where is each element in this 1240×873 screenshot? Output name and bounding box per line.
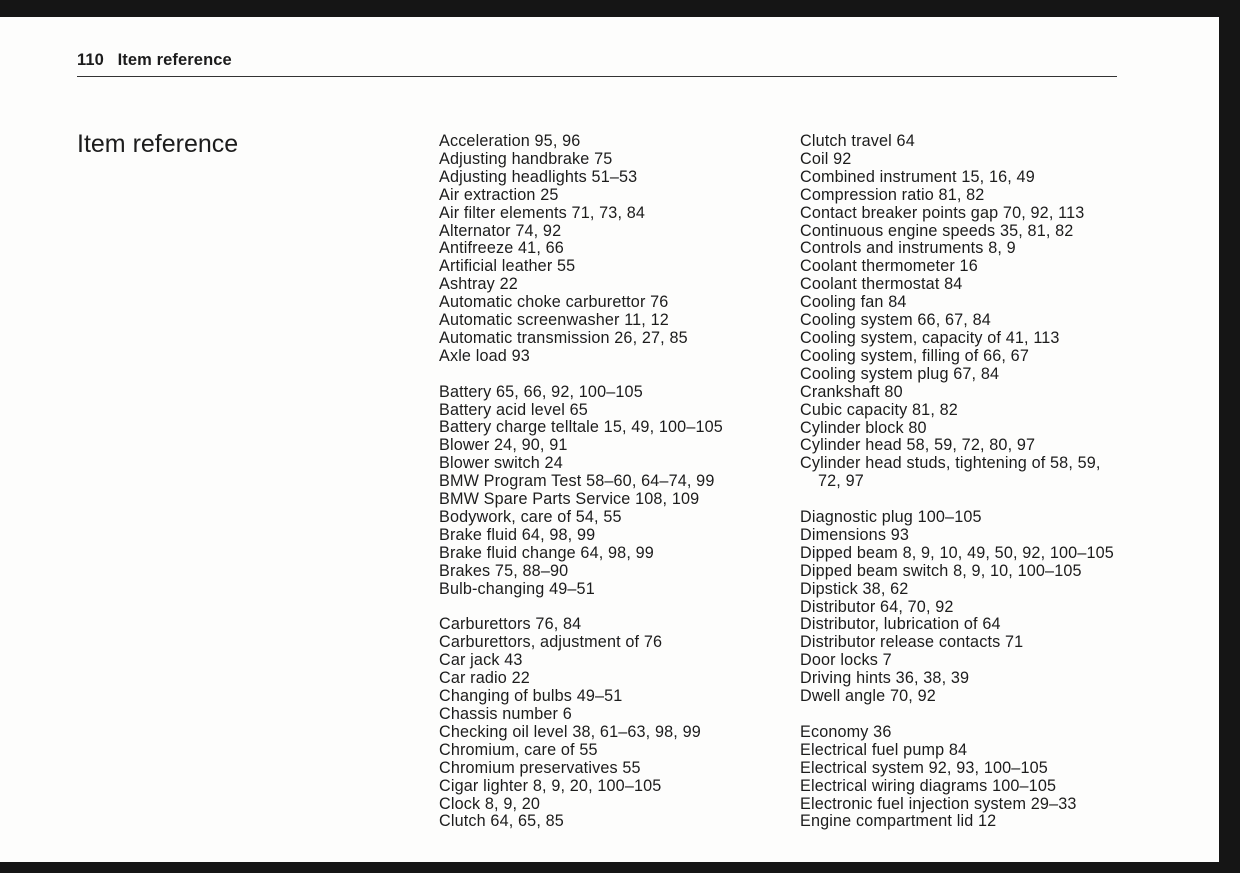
index-entry: Clock 8, 9, 20 (439, 794, 541, 813)
index-entry: Cubic capacity 81, 82 (800, 400, 958, 419)
index-entry: Diagnostic plug 100–105 (800, 508, 982, 527)
index-group (439, 384, 779, 599)
index-entry: Engine compartment lid 12 (800, 812, 997, 831)
index-entry: BMW Program Test 58–60, 64–74, 99 (439, 472, 715, 491)
index-entry: Blower 24, 90, 91 (439, 436, 568, 455)
index-entry: Cooling system 66, 67, 84 (800, 311, 991, 330)
index-entry: Dipped beam switch 8, 9, 10, 100–105 (800, 561, 1082, 580)
index-entry: Clutch travel 64 (800, 132, 915, 150)
index-entry: Coolant thermometer 16 (800, 257, 978, 276)
index-entry: Chromium preservatives 55 (439, 758, 641, 777)
index-entry: Distributor 64, 70, 92 (800, 597, 954, 616)
index-entry: Car radio 22 (439, 669, 530, 688)
index-entry: Dwell angle 70, 92 (800, 687, 936, 706)
index-entry: Carburettors 76, 84 (439, 615, 582, 634)
index-group (439, 133, 779, 366)
index-entry: Compression ratio 81, 82 (800, 185, 985, 204)
index-entry-text: Cylinder head studs, tightening of 58, 59, (800, 454, 1101, 473)
index-entry: Cooling system, capacity of 41, 113 (800, 328, 1060, 347)
index-entry: Economy 36 (800, 722, 892, 741)
index-entry: Clutch 64, 65, 85 (439, 812, 564, 831)
index-entry: Electrical fuel pump 84 (800, 740, 968, 759)
index-entry: Combined instrument 15, 16, 49 (800, 167, 1035, 186)
index-entry: Crankshaft 80 (800, 382, 903, 401)
page-number: 110 (77, 51, 104, 69)
index-entry: Adjusting headlights 51–53 (439, 167, 638, 186)
index-entry: Blower switch 24 (439, 454, 563, 473)
running-header (77, 51, 232, 70)
index-entry: Cooling system plug 67, 84 (800, 364, 1000, 383)
index-entry: Air extraction 25 (439, 185, 559, 204)
index-entry: Battery charge telltale 15, 49, 100–105 (439, 418, 723, 437)
index-entry: Cigar lighter 8, 9, 20, 100–105 (439, 776, 662, 795)
index-column-2 (800, 133, 1130, 849)
section-title: Item reference (77, 130, 239, 158)
index-entry: Bodywork, care of 54, 55 (439, 508, 622, 527)
index-entry: Dipstick 38, 62 (800, 579, 909, 598)
index-entry: Dipped beam 8, 9, 10, 49, 50, 92, 100–105 (800, 543, 1114, 562)
index-entry: Cylinder block 80 (800, 418, 927, 437)
index-entry: Cooling fan 84 (800, 293, 907, 312)
index-entry (800, 455, 1130, 491)
index-entry: Carburettors, adjustment of 76 (439, 633, 663, 652)
index-entry: Antifreeze 41, 66 (439, 239, 564, 258)
index-entry: Contact breaker points gap 70, 92, 113 (800, 203, 1085, 222)
book-page (0, 17, 1219, 862)
index-entry: Distributor, lubrication of 64 (800, 615, 1001, 634)
index-group (800, 509, 1130, 706)
index-entry: Air filter elements 71, 73, 84 (439, 203, 646, 222)
index-group (439, 616, 779, 831)
index-entry: Chromium, care of 55 (439, 740, 598, 759)
index-entry: Electrical system 92, 93, 100–105 (800, 758, 1048, 777)
index-entry: Changing of bulbs 49–51 (439, 687, 623, 706)
index-entry: Brakes 75, 88–90 (439, 561, 569, 580)
index-entry: Automatic screenwasher 11, 12 (439, 311, 669, 330)
index-entry: Coil 92 (800, 149, 852, 168)
running-title: Item reference (117, 51, 232, 69)
index-group (800, 724, 1130, 831)
index-entry: Checking oil level 38, 61–63, 98, 99 (439, 722, 701, 741)
index-entry: Controls and instruments 8, 9 (800, 239, 1016, 258)
index-entry: Axle load 93 (439, 346, 530, 365)
index-entry: Chassis number 6 (439, 704, 572, 723)
index-entry: Cooling system, filling of 66, 67 (800, 346, 1029, 365)
index-entry: Door locks 7 (800, 651, 892, 670)
index-entry: Alternator 74, 92 (439, 221, 562, 240)
index-entry: Battery 65, 66, 92, 100–105 (439, 382, 643, 401)
index-entry: Electronic fuel injection system 29–33 (800, 794, 1077, 813)
index-entry: Cylinder head 58, 59, 72, 80, 97 (800, 436, 1036, 455)
index-entry: Brake fluid 64, 98, 99 (439, 525, 596, 544)
index-entry: Electrical wiring diagrams 100–105 (800, 776, 1057, 795)
index-entry: Automatic transmission 26, 27, 85 (439, 328, 688, 347)
index-entry: Ashtray 22 (439, 275, 518, 294)
index-entry: Bulb-changing 49–51 (439, 579, 595, 598)
index-entry: Coolant thermostat 84 (800, 275, 963, 294)
index-entry: Dimensions 93 (800, 525, 910, 544)
index-column-1 (439, 133, 779, 849)
header-rule (77, 76, 1117, 77)
index-entry: Acceleration 95, 96 (439, 132, 581, 150)
index-group (800, 133, 1130, 491)
index-entry: Adjusting handbrake 75 (439, 149, 613, 168)
index-entry-continuation: 72, 97 (818, 472, 864, 491)
index-entry: BMW Spare Parts Service 108, 109 (439, 490, 700, 509)
index-entry: Distributor release contacts 71 (800, 633, 1024, 652)
index-entry: Continuous engine speeds 35, 81, 82 (800, 221, 1074, 240)
index-entry: Artificial leather 55 (439, 257, 576, 276)
index-entry: Brake fluid change 64, 98, 99 (439, 543, 654, 562)
index-entry: Car jack 43 (439, 651, 523, 670)
index-entry: Battery acid level 65 (439, 400, 588, 419)
index-entry: Automatic choke carburettor 76 (439, 293, 669, 312)
index-entry: Driving hints 36, 38, 39 (800, 669, 970, 688)
